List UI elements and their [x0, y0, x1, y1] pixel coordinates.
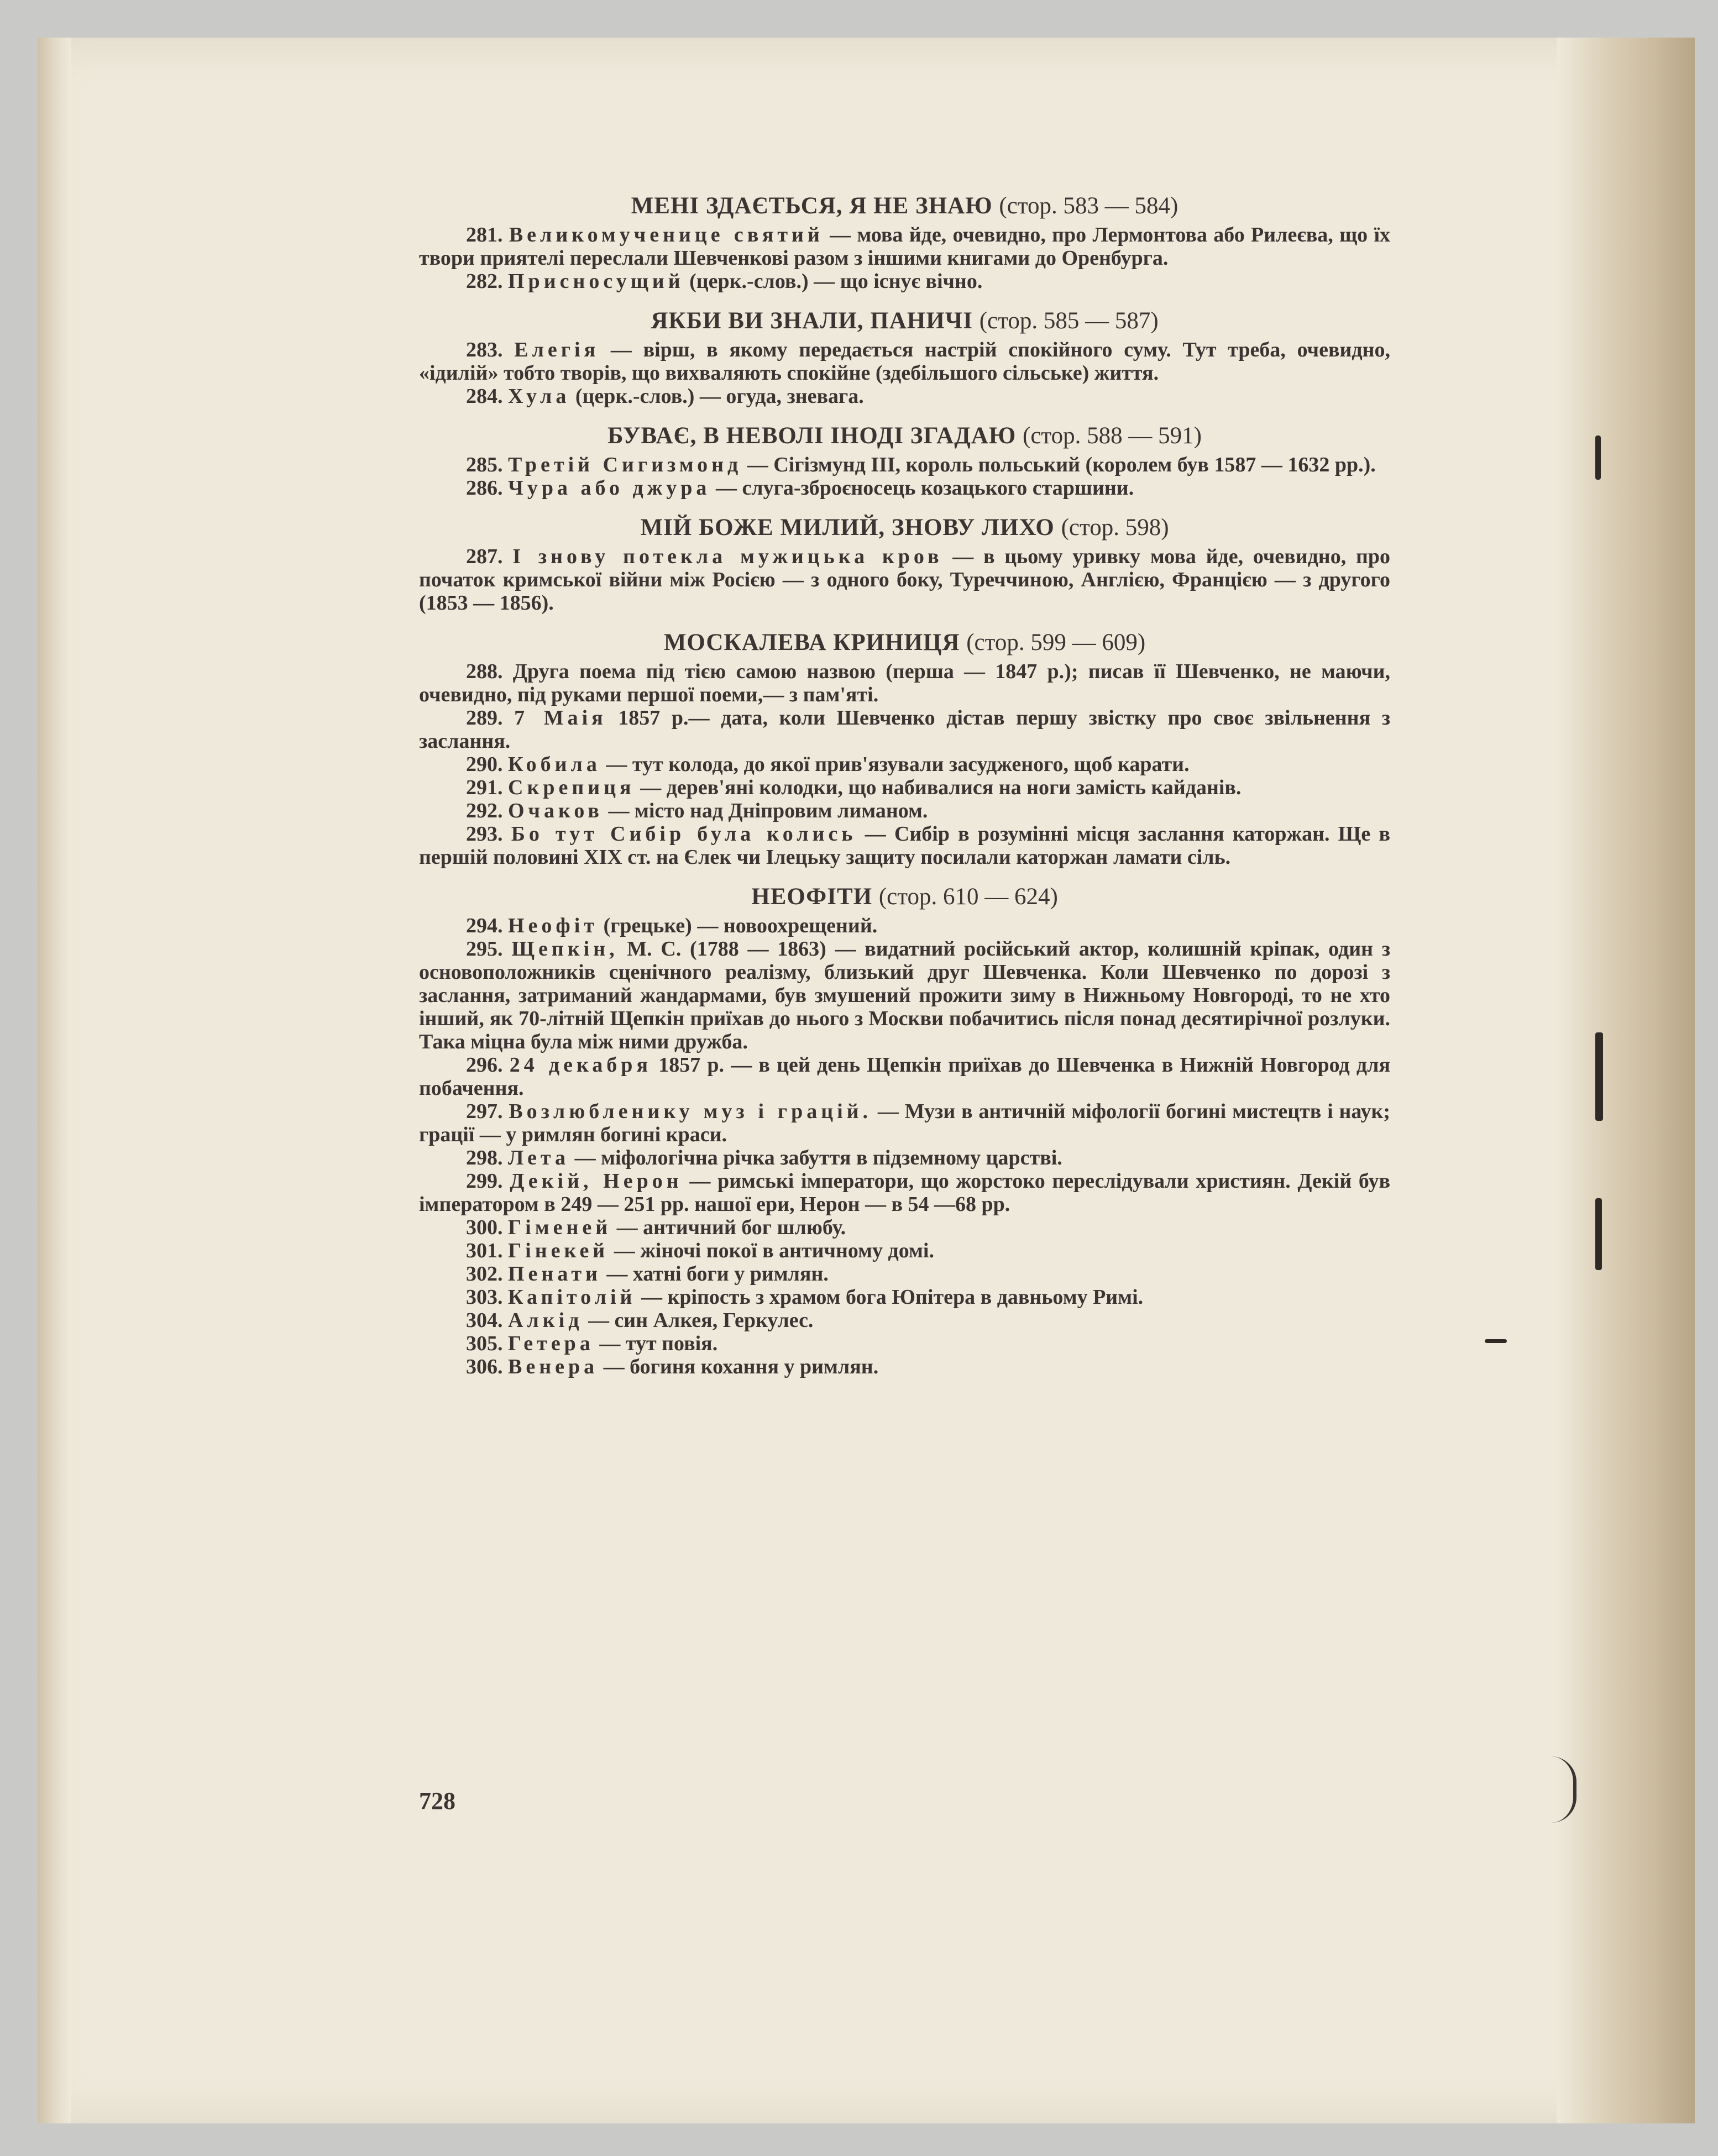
footnote-text: (церк.-слов.) — огуда, зневага.: [570, 385, 864, 408]
footnote-text: 1857 р.— дата, коли Шевченко дістав першу звістку про своє звільнення з заслання.: [419, 706, 1391, 753]
footnote-number: 300.: [466, 1216, 503, 1239]
footnote-text: — Сибір в розумінні місця заслання каторжан. Ще в першій половині XIX ст. на Єлек чи Ілецьку защиту посилали каторжан ламати сіль.: [419, 822, 1390, 869]
footnote-text: — Музи в античній міфології богині мистецтв і наук; грації — у римлян богині краси.: [419, 1100, 1391, 1146]
footnote: [419, 753, 1390, 776]
footnote-text: — дерев'яні колодки, що набивалися на ноги замість кайданів.: [635, 776, 1242, 799]
footnote: [419, 545, 1390, 615]
footnote: [419, 1262, 1390, 1286]
footnote: [419, 385, 1390, 408]
edge-mark: [1595, 436, 1601, 480]
footnote: [419, 1146, 1390, 1169]
section-title: ЯКБИ ВИ ЗНАЛИ, ПАНИЧІ: [651, 308, 973, 334]
footnote: [419, 914, 1390, 937]
footnote-text: — вірш, в якому передається настрій спокійного суму. Тут треба, очевидно, «ідилій» тобто творів, що вихваляють спокійне (здебільшого сільське) життя.: [419, 338, 1390, 385]
footnote-number: 296.: [466, 1053, 503, 1077]
footnote-term: Алкід: [508, 1309, 583, 1332]
footnote-term: Гіменей: [508, 1216, 612, 1239]
footnote-term: Пенати: [508, 1262, 601, 1286]
footnote-number: 282.: [466, 270, 503, 293]
footnote-number: 281.: [466, 223, 503, 246]
footnote: [419, 270, 1390, 293]
footnote: [419, 453, 1390, 476]
footnote: [419, 1100, 1390, 1146]
footnote-term: Очаков: [508, 799, 603, 822]
footnote-number: 291.: [466, 776, 503, 799]
section-heading: [419, 310, 1390, 333]
footnote-term: Елегія: [514, 338, 600, 361]
footnote-term: Бо тут Сибір була колись: [511, 822, 857, 846]
footnote: [419, 476, 1390, 500]
section-page-range: (стор. 599 — 609): [966, 630, 1146, 655]
footnote-term: Лета: [508, 1146, 570, 1169]
footnote-number: 288.: [466, 660, 503, 683]
footnote-term: 7 Маія: [514, 706, 607, 730]
footnote-number: 290.: [466, 753, 503, 776]
section-heading: [419, 631, 1390, 654]
section-heading: [419, 885, 1390, 909]
footnote: [419, 338, 1390, 385]
footnote-text: — античний бог шлюбу.: [611, 1216, 846, 1239]
footnote-term: Третій Сигизмонд: [508, 453, 742, 476]
section-title: МІЙ БОЖЕ МИЛИЙ, ЗНОВУ ЛИХО: [640, 515, 1055, 541]
footnote-text: — місто над Дніпровим лиманом.: [603, 799, 928, 822]
notes-text-block: [419, 195, 1390, 1378]
footnote: [419, 1053, 1390, 1100]
footnote-text: — міфологічна річка забуття в підземному царстві.: [569, 1146, 1062, 1169]
footnote-number: 301.: [466, 1239, 503, 1262]
section-page-range: (стор. 598): [1061, 515, 1169, 541]
footnote: [419, 223, 1390, 270]
footnote-term: Кобила: [508, 753, 601, 776]
footnote: [419, 1216, 1390, 1239]
footnote-number: 283.: [466, 338, 503, 361]
footnote: [419, 1309, 1390, 1332]
footnote: [419, 1286, 1390, 1309]
footnote-text: (грецьке) — новоохрещений.: [598, 914, 878, 937]
footnote-text: — син Алкея, Геркулес.: [583, 1309, 814, 1332]
footnote-text: — тут повія.: [594, 1332, 718, 1355]
footnote-number: 295.: [466, 937, 503, 961]
footnote-term: Возлюбленику муз і грацій.: [509, 1100, 872, 1123]
footnote-text: — тут колода, до якої прив'язували засудженого, щоб карати.: [600, 753, 1190, 776]
footnote-term: Венера: [508, 1355, 599, 1378]
footnote-term: Великомученице святий: [509, 223, 824, 246]
section-heading: [419, 424, 1390, 448]
footnote-term: Хула: [508, 385, 570, 408]
footnote: [419, 1355, 1390, 1378]
footnote-number: 298.: [466, 1146, 503, 1169]
footnote-number: 306.: [466, 1355, 503, 1378]
edge-mark: [1595, 1198, 1602, 1270]
footnote-text: — римські імператори, що жорстоко переслідували християн. Декій був імператором в 249 — 251 рр. нашої ери, Нерон — в 54 —68 рр.: [419, 1169, 1390, 1216]
footnote-number: 303.: [466, 1286, 503, 1309]
footnote-number: 305.: [466, 1332, 503, 1355]
section-page-range: (стор. 585 — 587): [979, 308, 1159, 334]
footnote-term: І знову потекла мужицька кров: [512, 545, 943, 568]
next-page-edge: [1557, 38, 1695, 2123]
footnote-term: Присносущий: [508, 270, 684, 293]
footnote-number: 292.: [466, 799, 503, 822]
section-heading: [419, 516, 1390, 539]
footnote: [419, 776, 1390, 799]
footnote-text: Друга поема під тією самою назвою (перша — 1847 р.); писав її Шевченко, не маючи, очевидно, під руками першої поеми,— з пам'яті.: [419, 660, 1391, 706]
footnote: [419, 660, 1390, 706]
footnote-term: Скрепиця: [508, 776, 635, 799]
footnote-text: — хатні боги у римлян.: [601, 1262, 829, 1286]
page-number: 728: [419, 1787, 455, 1814]
edge-mark: [1595, 1032, 1603, 1121]
footnote-number: 293.: [466, 822, 503, 846]
footnote-number: 294.: [466, 914, 503, 937]
footnote-term: Неофіт: [508, 914, 598, 937]
footnote: [419, 1239, 1390, 1262]
edge-mark: [1485, 1339, 1507, 1343]
footnote-text: М. С. (1788 — 1863) — видатний російський актор, колишній кріпак, один з основоположників сценічного реалізму, близький друг Шевченка. Коли Шевченко по дорозі з заслання, затриманий жандармами, був змушений прожити зиму в Нижньому Новгороді, то не хто інший, як 70-літній Щепкін приїхав до нього з Москви побачитись після понад десятирічної розлуки. Така міцна була між ними дружба.: [419, 937, 1391, 1053]
footnote: [419, 799, 1390, 822]
footnote: [419, 822, 1390, 869]
section-page-range: (стор. 588 — 591): [1023, 423, 1202, 449]
footnote-number: 302.: [466, 1262, 503, 1286]
footnote-number: 297.: [466, 1100, 503, 1123]
footnote-text: — кріпость з храмом бога Юпітера в давньому Римі.: [636, 1286, 1144, 1309]
footnote-number: 299.: [466, 1169, 503, 1193]
footnote-text: — в цьому уривку мова йде, очевидно, про початок кримської війни між Росією — з одного боку, Туреччиною, Англією, Францією — з другого (1853 — 1856).: [419, 545, 1390, 615]
footnote-term: Капітолій: [508, 1286, 636, 1309]
footnote-number: 289.: [466, 706, 503, 730]
footnote-number: 285.: [466, 453, 503, 476]
footnote-number: 286.: [466, 476, 503, 500]
section-title: БУВАЄ, В НЕВОЛІ ІНОДІ ЗГАДАЮ: [607, 423, 1017, 449]
section-title: МЕНІ ЗДАЄТЬСЯ, Я НЕ ЗНАЮ: [631, 193, 993, 219]
footnote-term: 24 декабря: [509, 1053, 652, 1077]
footnote-text: — богиня кохання у римлян.: [598, 1355, 879, 1378]
footnote-text: — Сігізмунд III, король польський (королем був 1587 — 1632 рр.).: [742, 453, 1376, 476]
footnote: [419, 937, 1390, 1053]
footnote-term: Щепкін,: [511, 937, 619, 961]
section-title: НЕОФІТИ: [751, 884, 873, 910]
page-binding-shadow: [38, 38, 71, 2123]
footnote-term: Гінекей: [508, 1239, 609, 1262]
section-page-range: (стор. 583 — 584): [999, 193, 1178, 219]
footnote: [419, 1169, 1390, 1216]
footnote-number: 304.: [466, 1309, 503, 1332]
footnote-text: (церк.-слов.) — що існує вічно.: [684, 270, 983, 293]
footnote-term: Чура або джура: [508, 476, 711, 500]
footnote: [419, 706, 1390, 753]
footnote-text: — жіночі покої в античному домі.: [609, 1239, 934, 1262]
section-heading: [419, 195, 1390, 218]
footnote: [419, 1332, 1390, 1355]
section-page-range: (стор. 610 — 624): [878, 884, 1058, 910]
footnote-text: — слуга-зброєносець козацького старшини.: [710, 476, 1134, 500]
footnote-text: — мова йде, очевидно, про Лермонтова або Рилеєва, що їх твори приятелі переслали Шевченкові разом з іншими книгами до Оренбурга.: [419, 223, 1391, 270]
footnote-term: Гетера: [508, 1332, 594, 1355]
footnote-number: 287.: [466, 545, 503, 568]
footnote-term: Декій, Нерон: [510, 1169, 683, 1193]
footnote-text: 1857 р. — в цей день Щепкін приїхав до Шевченка в Нижній Новгород для побачення.: [419, 1053, 1391, 1100]
section-title: МОСКАЛЕВА КРИНИЦЯ: [663, 630, 960, 655]
footnote-number: 284.: [466, 385, 503, 408]
